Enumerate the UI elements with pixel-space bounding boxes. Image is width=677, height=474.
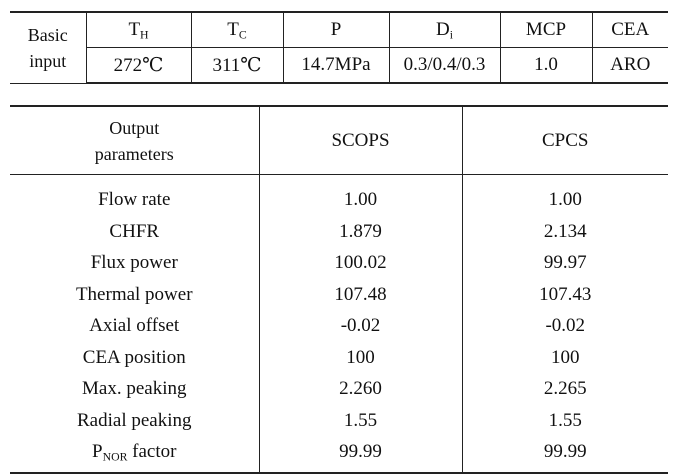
scops-value: 99.99 — [339, 441, 382, 462]
scops-value: 2.260 — [339, 378, 382, 399]
basic-input-header-row — [10, 12, 668, 48]
scops-value: 100 — [346, 346, 375, 368]
param-name-pnor: $P_{NOR}$ factor — [92, 441, 177, 464]
value-di: 0.3/0.4/0.3 — [389, 48, 500, 84]
param-name: Flow rate — [98, 189, 171, 210]
cpcs-value: -0.02 — [545, 315, 586, 336]
scops-value-column — [259, 175, 462, 473]
param-name: CHFR — [109, 220, 160, 242]
output-header-row — [10, 106, 668, 175]
cpcs-header: CPCS — [462, 106, 668, 175]
parameter-name-column — [10, 175, 259, 473]
param-name: Flux power — [90, 252, 178, 273]
basic-input-value-row — [10, 48, 668, 84]
header-di: $D_i$ — [389, 12, 500, 48]
header-p: P — [283, 12, 389, 48]
value-th: 272℃ — [86, 48, 191, 84]
basic-input-label — [10, 12, 86, 83]
scops-header: SCOPS — [259, 106, 462, 175]
param-name: Radial peaking — [77, 409, 192, 431]
value-mcp: 1.0 — [500, 48, 592, 84]
scops-value: -0.02 — [340, 315, 381, 336]
header-mcp: MCP — [500, 12, 592, 48]
value-cea: ARO — [592, 48, 668, 84]
scops-value: 107.48 — [334, 283, 387, 305]
param-name: Max. peaking — [82, 378, 187, 399]
cpcs-value: 2.134 — [543, 220, 587, 242]
output-table — [10, 105, 668, 474]
cpcs-value: 1.00 — [548, 189, 582, 210]
value-tc: 311℃ — [191, 48, 283, 84]
basic-input-label-line1: Basic — [27, 24, 68, 45]
cpcs-value: 100 — [551, 346, 580, 368]
output-body-row — [10, 175, 668, 473]
scops-value: 100.02 — [334, 252, 387, 273]
param-name: Thermal power — [75, 283, 193, 305]
scops-value: 1.55 — [343, 409, 378, 431]
param-name: Axial offset — [89, 315, 180, 336]
basic-input-table — [10, 11, 668, 84]
cpcs-value: 107.43 — [539, 283, 592, 305]
param-name: CEA position — [82, 346, 186, 368]
cpcs-value-column — [462, 175, 668, 473]
cpcs-value: 99.97 — [543, 252, 587, 273]
scops-value: 1.879 — [339, 220, 382, 242]
header-cea: CEA — [592, 12, 668, 48]
value-p: 14.7MPa — [283, 48, 389, 84]
basic-input-label-line2: input — [29, 50, 67, 71]
cpcs-value: 99.99 — [543, 441, 587, 462]
scops-value: 1.00 — [343, 189, 378, 210]
header-th: $T_H$ — [86, 12, 191, 48]
output-parameters-header: Output parameters — [10, 106, 259, 175]
cpcs-value: 1.55 — [548, 409, 582, 431]
header-tc: $T_C$ — [191, 12, 283, 48]
cpcs-value: 2.265 — [543, 378, 587, 399]
